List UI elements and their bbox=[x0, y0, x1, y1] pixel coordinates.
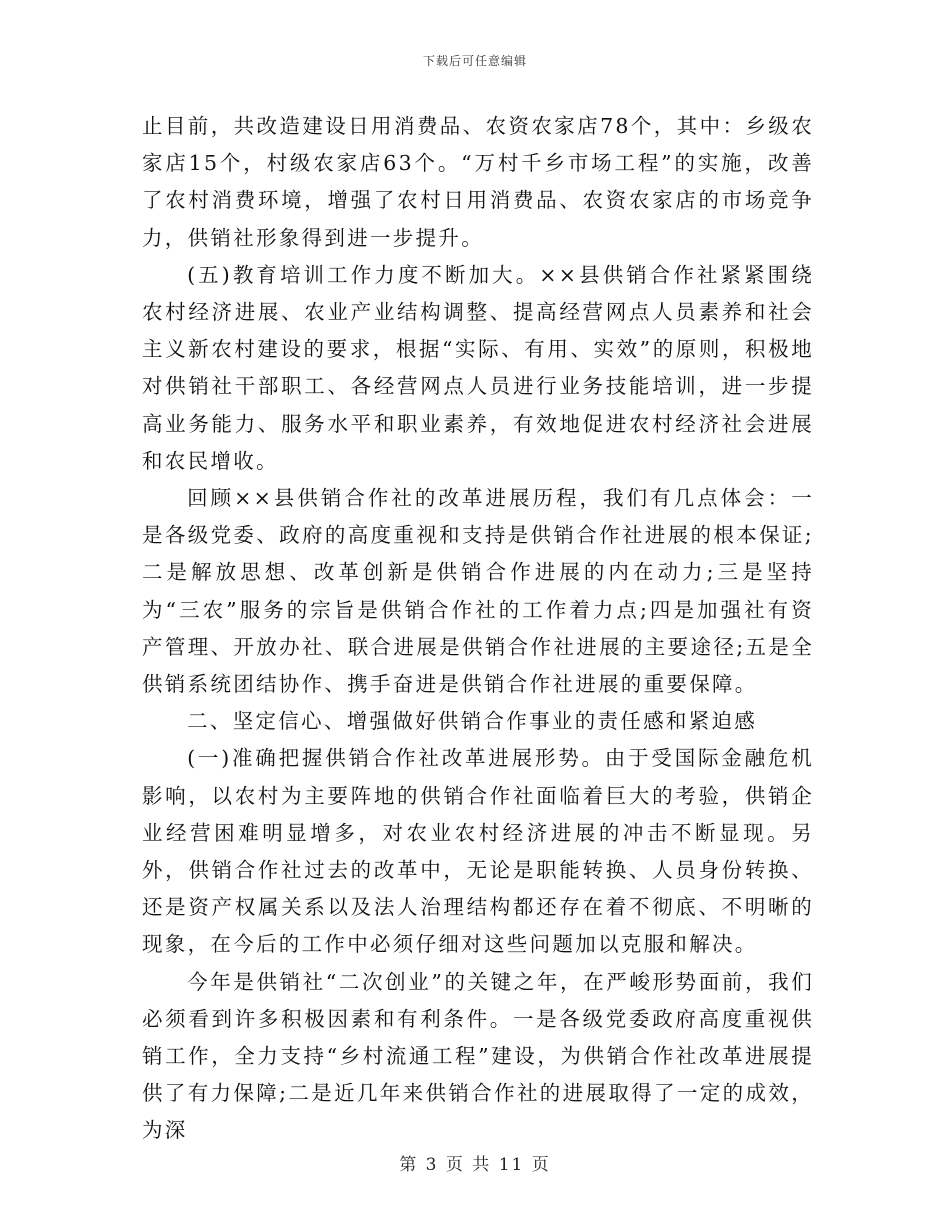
body-text bbox=[142, 108, 814, 1150]
paragraph-1: 止目前，共改造建设日用消费品、农资农家店78个，其中：乡级农家店15个，村级农家店63个。“万村千乡市场工程”的实施，改善了农村消费环境，增强了农村日用消费品、农资农家店的市场竞争力，供销社形象得到进一步提升。 bbox=[142, 114, 814, 250]
section-heading: 二、坚定信心、增强做好供销合作事业的责任感和紧迫感 bbox=[187, 709, 758, 734]
paragraph-2: (五)教育培训工作力度不断加大。××县供销合作社紧紧围绕农村经济进展、农业产业结构调整、提高经营网点人员素养和社会主义新农村建设的要求，根据“实际、有用、实效”的原则，积极地对供销社干部职工、各经营网点人员进行业务技能培训，进一步提高业务能力、服务水平和职业素养，有效地促进农村经济社会进展和农民增收。 bbox=[142, 262, 814, 473]
paragraph-4: (一)准确把握供销合作社改革进展形势。由于受国际金融危机影响，以农村为主要阵地的供销合作社面临着巨大的考验，供销企业经营困难明显增多，对农业农村经济进展的冲击不断显现。另外，供销合作社过去的改革中，无论是职能转换、人员身份转换、还是资产权属关系以及法人治理结构都还存在着不彻底、不明晰的现象，在今后的工作中必须仔细对这些问题加以克服和解决。 bbox=[142, 746, 814, 957]
paragraph-3: 回顾××县供销合作社的改革进展历程，我们有几点体会：一是各级党委、政府的高度重视和支持是供销合作社进展的根本保证;二是解放思想、改革创新是供销合作进展的内在动力;三是坚持为“三农”服务的宗旨是供销合作社的工作着力点;四是加强社有资产管理、开放办社、联合进展是供销合作社进展的主要途径;五是全供销系统团结协作、携手奋进是供销合作社进展的重要保障。 bbox=[142, 486, 814, 697]
paragraph-5: 今年是供销社“二次创业”的关键之年，在严峻形势面前，我们必须看到许多积极因素和有利条件。一是各级党委政府高度重视供销工作，全力支持“乡村流通工程”建设，为供销合作社改革进展提供了有力保障;二是近几年来供销合作社的进展取得了一定的成效，为深 bbox=[142, 969, 814, 1143]
page-number: 第 3 页 共 11 页 bbox=[399, 1155, 551, 1175]
header-note: 下载后可任意编辑 bbox=[422, 54, 527, 68]
